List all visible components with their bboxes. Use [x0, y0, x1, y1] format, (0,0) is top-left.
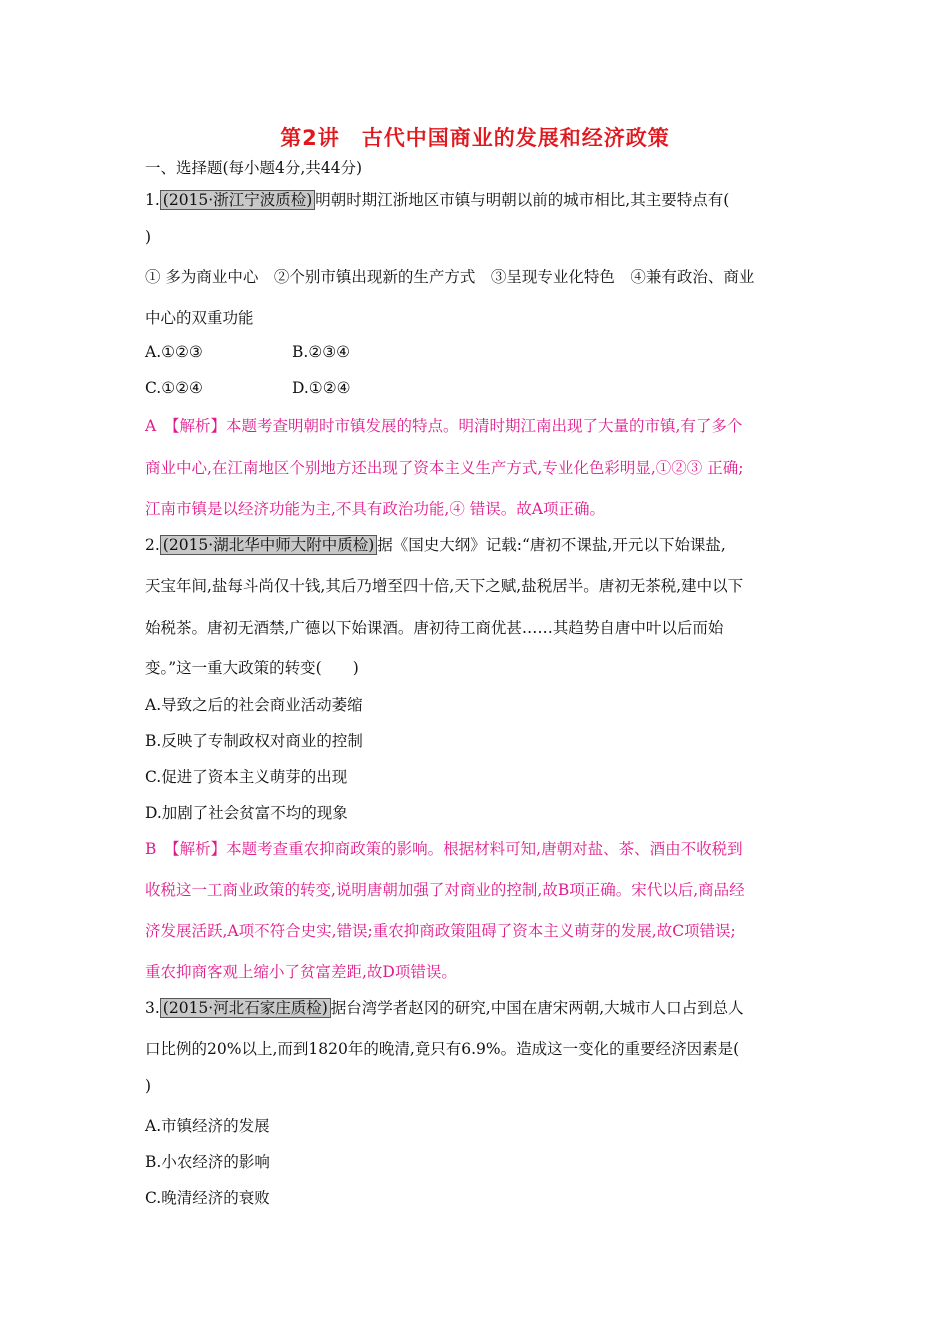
q1-source-tag: (2015·浙江宁波质检) — [160, 190, 315, 210]
q3-stem-text: 据台湾学者赵冈的研究,中国在唐宋两朝,大城市人口占到总人 — [330, 999, 744, 1017]
q2-stem-line4: 变。”这一重大政策的转变( ) — [145, 659, 359, 677]
q2-answer-line3: 济发展活跃,A项不符合史实,错误;重农抑商政策阻碍了资本主义萌芽的发展,故C项错误; — [145, 922, 736, 940]
q3-stem-line1 — [145, 996, 744, 1018]
q1-options-row2 — [145, 379, 545, 397]
page-title: 第2讲 古代中国商业的发展和经济政策 — [280, 126, 670, 150]
q2-option-a: A.导致之后的社会商业活动萎缩 — [145, 696, 363, 714]
q1-option-a: A.①②③ — [145, 343, 203, 361]
q2-stem-line1 — [145, 533, 726, 555]
q1-option-c: C.①②④ — [145, 379, 203, 397]
q1-option-b: B.②③④ — [292, 343, 351, 361]
q2-stem-text: 据《国史大纲》记载:“唐初不课盐,开元以下始课盐, — [377, 536, 726, 554]
q1-stem-line1 — [145, 188, 729, 210]
q2-answer-line1: B 【解析】本题考查重农抑商政策的影响。根据材料可知,唐朝对盐、茶、酒由不收税到 — [145, 840, 743, 858]
q2-number: 2. — [145, 536, 160, 554]
q1-answer-line3: 江南市镇是以经济功能为主,不具有政治功能,④ 错误。故A项正确。 — [145, 500, 605, 518]
q1-stem-line2: ) — [145, 228, 152, 246]
q3-number: 3. — [145, 999, 160, 1017]
q2-stem-line2: 天宝年间,盐每斗尚仅十钱,其后乃增至四十倍,天下之赋,盐税居半。唐初无茶税,建中以下 — [145, 577, 744, 595]
q3-option-b: B.小农经济的影响 — [145, 1153, 270, 1171]
q2-answer-line2: 收税这一工商业政策的转变,说明唐朝加强了对商业的控制,故B项正确。宋代以后,商品经 — [145, 881, 745, 899]
q3-option-c: C.晚清经济的衰败 — [145, 1189, 270, 1207]
q1-stem-text: 明朝时期江浙地区市镇与明朝以前的城市相比,其主要特点有( — [315, 191, 730, 209]
q1-answer-line1: A 【解析】本题考查明朝时市镇发展的特点。明清时期江南出现了大量的市镇,有了多个 — [145, 417, 743, 435]
q1-number: 1. — [145, 191, 160, 209]
q2-option-c: C.促进了资本主义萌芽的出现 — [145, 768, 348, 786]
q2-option-b: B.反映了专制政权对商业的控制 — [145, 732, 363, 750]
q2-stem-line3: 始税茶。唐初无酒禁,广德以下始课酒。唐初待工商优甚……其趋势自唐中叶以后而始 — [145, 619, 724, 637]
q1-option-d: D.①②④ — [292, 379, 351, 397]
q3-source-tag: (2015·河北石家庄质检) — [160, 998, 331, 1018]
q3-stem-line3: ) — [145, 1077, 152, 1095]
q2-option-d: D.加剧了社会贫富不均的现象 — [145, 804, 348, 822]
q1-items-line2: 中心的双重功能 — [145, 309, 254, 327]
q1-options-row1 — [145, 343, 545, 361]
section-heading: 一、选择题(每小题4分,共44分) — [145, 159, 363, 177]
q2-answer-line4: 重农抑商客观上缩小了贫富差距,故D项错误。 — [145, 963, 457, 981]
q1-items-line1: ① 多为商业中心 ②个别市镇出现新的生产方式 ③呈现专业化特色 ④兼有政治、商业 — [145, 268, 755, 286]
q2-source-tag: (2015·湖北华中师大附中质检) — [160, 535, 377, 555]
q3-option-a: A.市镇经济的发展 — [145, 1117, 270, 1135]
q1-answer-line2: 商业中心,在江南地区个别地方还出现了资本主义生产方式,专业化色彩明显,①②③ 正确; — [145, 459, 744, 477]
q3-stem-line2: 口比例的20%以上,而到1820年的晚清,竟只有6.9%。造成这一变化的重要经济因素是( — [145, 1040, 740, 1058]
